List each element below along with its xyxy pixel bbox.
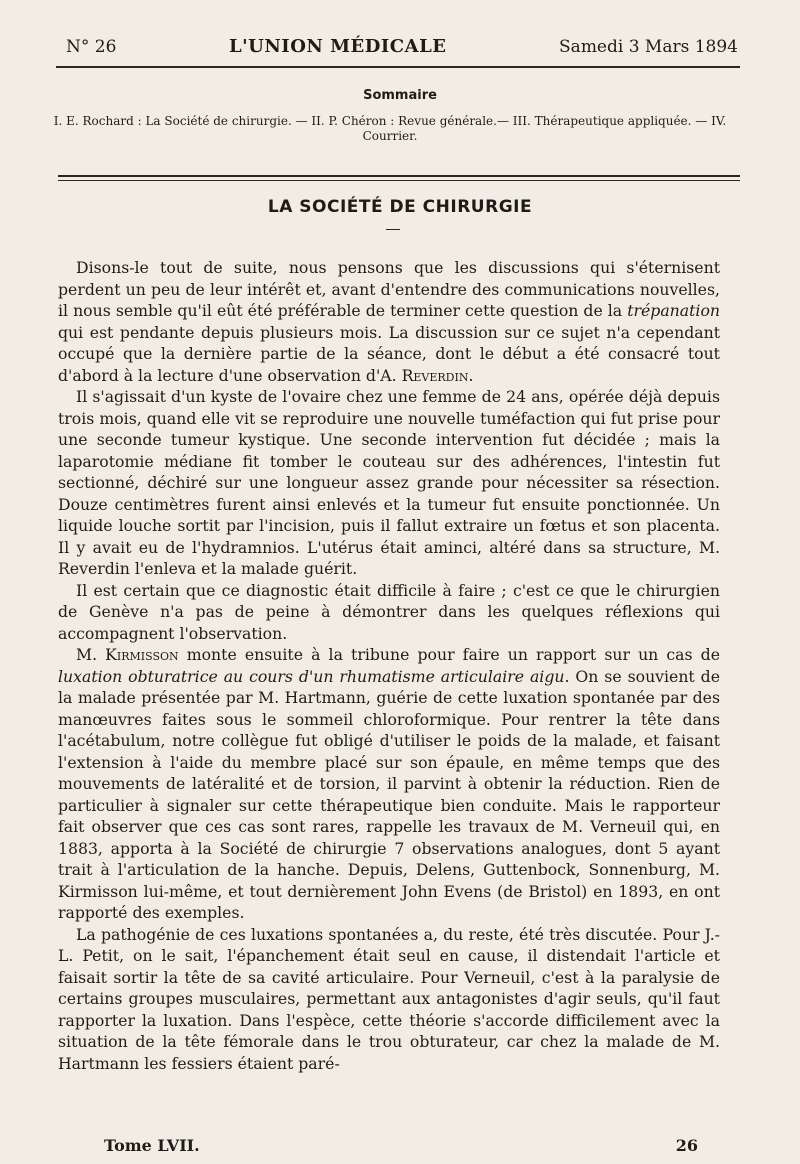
paragraph-5: La pathogénie de ces luxations spontanées a, du reste, été très discutée. Pour J.-L. Petit, on le sait, l'épanchement était seul en cause, il distendait l'article et faisait sortir la tête de sa cavité articulaire. Pour Verneuil, c'est à la paralysie de certains groupes musculaires, permettant aux antagonistes d'agir seuls, qu'il faut rapporter la luxation. Dans l'espèce, cette théorie s'accorde difficilement avec la situation de la tête fémorale dans le trou obturateur, car chez la malade de M. Hartmann les fessiers étaient paré- [58, 924, 720, 1073]
issue-number: N° 26 [66, 37, 117, 57]
issue-date: Samedi 3 Mars 1894 [559, 37, 738, 57]
paragraph-4: M. Kirmisson monte ensuite à la tribune pour faire un rapport sur un cas de luxation obturatrice au cours d'un rhumatisme articulaire aigu. On se souvient de la malade présentée par M. Hartmann, guérie de cette luxation spontanée par des manœuvres faites sous le sommeil chloroformique. Pour rentrer la tête dans l'acétabulum, notre collègue fut obligé d'utiliser le poids de la malade, et faisant l'extension à l'aide du membre placé sur son épaule, en même temps que des mouvements de latéralité et de torsion, il parvint à obtenir la réduction. Rien de particulier à signaler sur cette thérapeutique bien conduite. Mais le rapporteur fait observer que ces cas sont rares, rappelle les travaux de M. Verneuil qui, en 1883, apporta à la Société de chirurgie 7 observations analogues, dont 5 ayant trait à l'articulation de la hanche. Depuis, Delens, Guttenbock, Sonnenburg, M. Kirmisson lui-même, et tout dernièrement John Evens (de Bristol) en 1893, en ont rapporté des exemples. [58, 645, 720, 922]
article-body [58, 257, 720, 1074]
journal-title: L'UNION MÉDICALE [228, 36, 447, 57]
sommaire-rule-thin [58, 180, 740, 181]
author-name-kirmisson: Kirmisson [105, 645, 179, 664]
page-header [66, 36, 738, 62]
paragraph-1: Disons-le tout de suite, nous pensons que les discussions qui s'éternisent perdent un peu de leur intérêt et, avant d'entendre des communications nouvelles, il nous semble qu'il eût été préférable de terminer cette question de la trépanation qui est pendante depuis plusieurs mois. La discussion sur ce sujet n'a cependant occupé que la dernière partie de la séance, dont le début a été consacré tout d'abord à la lecture d'une observation d'A. Reverdin. [58, 258, 720, 385]
sommaire-entries: I. E. Rochard : La Société de chirurgie. — II. P. Chéron : Revue générale.— III. Thérapeutique appliquée. — IV. Courrier. [53, 114, 727, 143]
paragraph-2: Il s'agissait d'un kyste de l'ovaire chez une femme de 24 ans, opérée déjà depuis trois mois, quand elle vit se reproduire une nouvelle tuméfaction qui fut prise pour une seconde tumeur kystique. Une seconde intervention fut décidée ; mais la laparotomie médiane fit tomber le couteau sur des adhérences, l'intestin fut sectionné, déchiré sur une longueur assez grande pour nécessiter sa résection. Douze centimètres furent ainsi enlevés et la tumeur fut ensuite ponctionnée. Un liquide louche sortit par l'incision, puis il fallut extraire un fœtus et son placenta. Il y avait eu de l'hydramnios. L'utérus était aminci, altéré dans sa structure, M. Reverdin l'enleva et la malade guérit. [58, 387, 720, 578]
sommaire-title: Sommaire [363, 88, 437, 103]
sommaire-rule-thick [58, 175, 740, 177]
header-rule [56, 66, 740, 68]
title-divider [386, 229, 400, 230]
emphasis-trepanation: trépanation [627, 301, 720, 320]
author-name-reverdin: Reverdin [401, 365, 469, 385]
article-title: LA SOCIÉTÉ DE CHIRURGIE [267, 197, 533, 217]
volume-label: Tome LVII. [104, 1136, 200, 1155]
page-footer [104, 1136, 698, 1155]
page-number: 26 [675, 1136, 698, 1155]
emphasis-case-title: luxation obturatrice au cours d'un rhumatisme articulaire aigu [58, 666, 565, 686]
paragraph-3: Il est certain que ce diagnostic était difficile à faire ; c'est ce que le chirurgien de Genève n'a pas de peine à démontrer dans les quelques réflexions qui accompagnent l'observation. [58, 580, 720, 643]
